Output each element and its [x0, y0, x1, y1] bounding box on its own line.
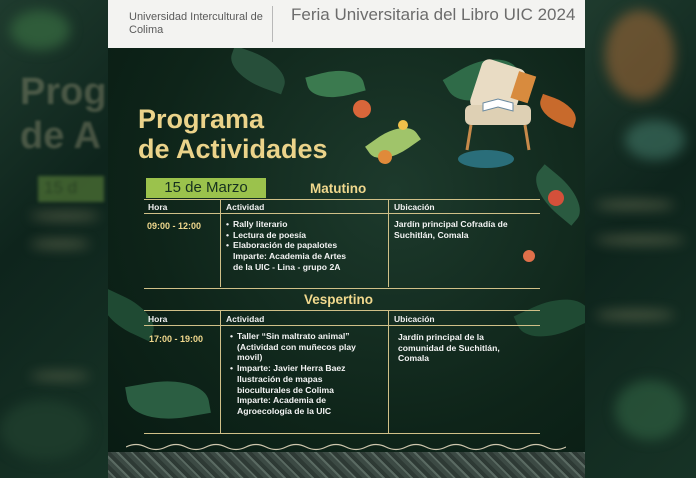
table-column-divider: [220, 199, 221, 287]
activity-instructor: de la UIC - Lina - grupo 2A: [233, 261, 341, 272]
program-title: [138, 104, 328, 164]
session-time: 17:00 - 19:00: [149, 334, 204, 344]
flower-decoration: [548, 190, 564, 206]
activity-list: [230, 331, 388, 417]
activity-instructor: Agroecología de la UIC: [237, 405, 332, 416]
activity-item: • Lectura de poesía: [226, 230, 386, 241]
table-rule: [144, 199, 540, 200]
university-name: Universidad Intercultural de Colima: [129, 11, 263, 36]
patterned-footer: [108, 452, 585, 478]
blurred-text-line: [30, 240, 90, 248]
poster-header: [108, 0, 585, 48]
location-line: comunidad de Suchitlán,: [398, 342, 500, 353]
activity-detail: movil): [237, 352, 263, 363]
activity-item: • Elaboración de papalotes: [226, 240, 386, 251]
column-header-hora: Hora: [148, 202, 168, 212]
column-header-actividad: Actividad: [226, 314, 265, 324]
column-header-actividad: Actividad: [226, 202, 265, 212]
table-rule: [144, 325, 540, 326]
session-title-vespertino: Vespertino: [304, 292, 374, 307]
blurred-leaf: [625, 120, 685, 160]
armchair-book-illustration: [453, 55, 553, 155]
blurred-leaf: [10, 10, 70, 50]
activity-item: • Rally literario: [226, 219, 386, 230]
flower-decoration: [523, 250, 535, 262]
blurred-leaf: [615, 380, 685, 440]
table-rule: [144, 213, 540, 214]
column-header-hora: Hora: [148, 314, 168, 324]
table-column-divider: [388, 199, 389, 287]
column-header-ubicacion: Ubicación: [394, 202, 435, 212]
date-badge: 15 de Marzo: [146, 178, 266, 198]
activity-detail: (Actividad con muñecos play: [237, 341, 356, 352]
activity-detail: bioculturales de Colima: [237, 384, 334, 395]
blurred-text-line: [30, 372, 90, 380]
activity-instructor: Imparte: Academia de: [237, 395, 326, 406]
blurred-chair: [605, 10, 675, 100]
location-line: Jardín principal de la: [398, 332, 484, 342]
activity-detail: Ilustración de mapas: [237, 373, 323, 384]
blurred-background-left: [0, 0, 108, 478]
leaf-decoration: [125, 373, 211, 426]
session-time: 09:00 - 12:00: [147, 221, 202, 231]
flower-decoration: [378, 150, 392, 164]
session-location: [398, 332, 543, 364]
location-line: Jardín principal Cofradía de: [394, 219, 508, 229]
blurred-text-line: [30, 212, 100, 220]
flower-decoration: [353, 100, 371, 118]
location-line: Comala: [398, 353, 430, 364]
leaf-decoration: [225, 46, 292, 95]
title-line-2: de Actividades: [138, 134, 328, 164]
table-rule: [144, 310, 540, 311]
column-header-ubicacion: Ubicación: [394, 314, 435, 324]
blurred-date-box: [38, 176, 104, 202]
ghost-date-text: 15 d: [44, 178, 78, 197]
header-divider: [272, 6, 273, 42]
ghost-line-1: Prog: [20, 71, 107, 113]
table-column-divider: [220, 310, 221, 433]
leaf-decoration: [305, 63, 365, 104]
ghost-line-2: de A: [20, 115, 101, 157]
session-title-matutino: Matutino: [310, 181, 367, 196]
activity-instructor: Imparte: Academia de Artes: [233, 251, 347, 262]
flower-decoration: [398, 120, 408, 130]
activity-item: • Taller “Sin maltrato animal”: [230, 331, 388, 342]
ornamental-border: [126, 442, 566, 452]
table-column-divider: [388, 310, 389, 433]
location-line: Suchitlán, Comala: [394, 229, 469, 240]
activity-list: [226, 219, 386, 273]
blurred-leaf: [0, 400, 90, 460]
table-rule: [144, 288, 540, 289]
activity-item: • Imparte: Javier Herra Baez: [230, 363, 388, 374]
event-name: Feria Universitaria del Libro UIC 2024: [291, 5, 576, 24]
blurred-background-right: [585, 0, 696, 478]
leaf-decoration: [365, 118, 421, 168]
session-location: [394, 219, 544, 240]
table-rule: [144, 433, 540, 434]
event-poster: [108, 0, 585, 478]
blurred-text-line: [595, 200, 675, 210]
blurred-title-ghost: [20, 70, 107, 158]
title-line-1: Programa: [138, 104, 265, 134]
blurred-text-line: [595, 310, 675, 320]
blurred-text-line: [595, 235, 685, 245]
